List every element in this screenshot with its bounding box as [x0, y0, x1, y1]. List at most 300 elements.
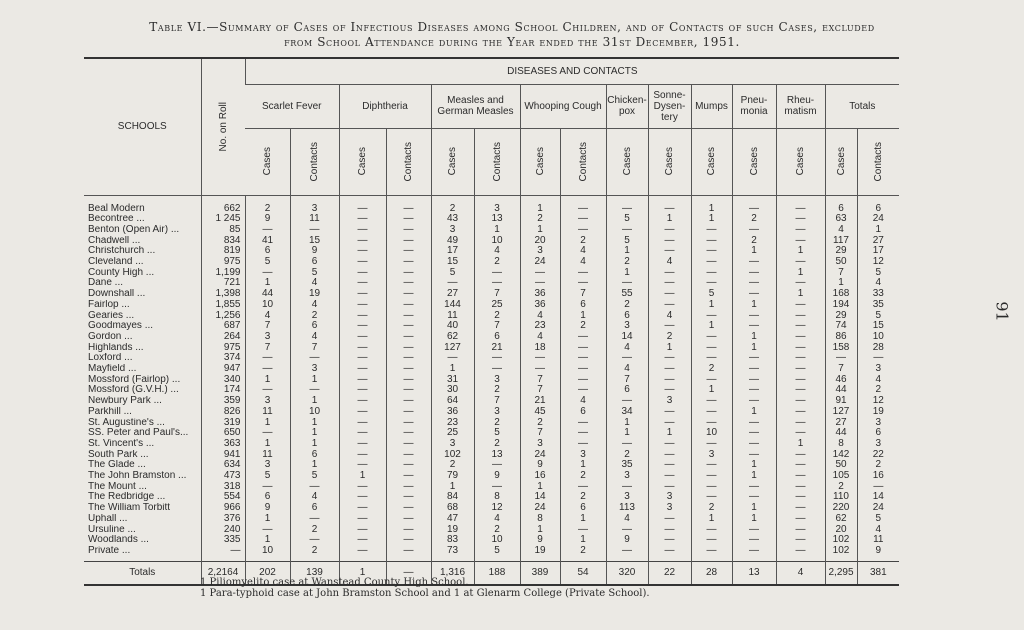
table-cell: — [691, 492, 732, 503]
table-cell: — [290, 353, 339, 364]
table-cell: 1 [245, 535, 290, 546]
table-cell: — [290, 385, 339, 396]
table-cell: — [339, 407, 386, 418]
table-cell: — [648, 385, 691, 396]
table-cell: 1 [290, 428, 339, 439]
table-cell: — [339, 535, 386, 546]
table-cell: 6 [825, 195, 857, 214]
table-cell: 45 [520, 407, 560, 418]
table-cell: — [732, 375, 776, 386]
table-cell: — [560, 268, 606, 279]
table-cell: 5 [606, 214, 648, 225]
table-cell: 34 [606, 407, 648, 418]
table-cell: — [732, 439, 776, 450]
table-cell: 9 [245, 214, 290, 225]
table-cell: 127 [825, 407, 857, 418]
table-cell: 10 [857, 332, 899, 343]
table-cell: — [560, 428, 606, 439]
table-cell: 6 [290, 321, 339, 332]
table-cell: — [648, 289, 691, 300]
table-cell: 2 [857, 460, 899, 471]
table-cell: 1 [776, 289, 825, 300]
school-name: SS. Peter and Paul's... [88, 428, 189, 439]
school-name: Downshall ... [88, 289, 146, 300]
table-cell: 9 [474, 471, 520, 482]
table-cell: — [857, 353, 899, 364]
table-cell: 5 [431, 268, 474, 279]
school-name: The Redbridge ... [88, 492, 166, 503]
page-number: 91 [992, 301, 1012, 322]
table-cell: 1 [732, 514, 776, 525]
total-cell: 389 [520, 561, 560, 585]
sonne-dysentery-header: Sonne-Dysen-tery [648, 84, 691, 128]
table-cell: — [691, 268, 732, 279]
table-row [84, 535, 899, 546]
table-cell: 36 [431, 407, 474, 418]
table-cell: 2 [474, 385, 520, 396]
table-cell: — [648, 300, 691, 311]
total-cell: 139 [290, 561, 339, 585]
diphtheria-header: Diphtheria [339, 84, 431, 128]
table-cell: 7 [825, 268, 857, 279]
table-cell: — [732, 535, 776, 546]
table-cell: 47 [431, 514, 474, 525]
table-cell: — [732, 492, 776, 503]
totals-header: Totals [825, 84, 899, 128]
table-cell: — [648, 268, 691, 279]
table-cell: — [732, 385, 776, 396]
cases-subheader: Cases [606, 128, 648, 195]
table-cell: 11 [431, 311, 474, 322]
table-cell: — [245, 385, 290, 396]
table-cell: 24 [520, 503, 560, 514]
table-cell: 4 [857, 525, 899, 536]
table-cell: 102 [825, 535, 857, 546]
table-cell: — [474, 482, 520, 493]
total-cell: 188 [474, 561, 520, 585]
table-cell: 2 [857, 385, 899, 396]
table-cell: 1 [776, 439, 825, 450]
table-cell: — [474, 268, 520, 279]
table-cell: 1 [290, 439, 339, 450]
school-name: Christchurch ... [88, 246, 156, 257]
table-cell: — [386, 343, 431, 354]
cases-subheader: Cases [431, 128, 474, 195]
table-cell: 142 [825, 450, 857, 461]
table-cell: 4 [560, 257, 606, 268]
table-cell: 6 [560, 503, 606, 514]
school-name: Parkhill ... [88, 406, 132, 417]
table-cell: — [386, 535, 431, 546]
roll-count: 819 [201, 246, 245, 257]
table-cell: — [290, 482, 339, 493]
table-cell: 7 [290, 343, 339, 354]
table-cell: 1 [732, 503, 776, 514]
table-cell: 9 [245, 503, 290, 514]
school-name: Cleveland ... [88, 257, 144, 268]
table-cell: 127 [431, 343, 474, 354]
school-name: Chadwell ... [88, 235, 141, 246]
roll-count: 264 [201, 332, 245, 343]
table-cell: 18 [520, 343, 560, 354]
table-cell: — [648, 236, 691, 247]
table-cell: 91 [825, 396, 857, 407]
school-name: Goodmayes ... [88, 321, 154, 332]
table-cell: — [732, 418, 776, 429]
table-cell: 12 [474, 503, 520, 514]
table-cell: — [339, 546, 386, 561]
total-cell: — [386, 561, 431, 585]
school-name: Woodlands ... [88, 535, 149, 546]
table-cell: 16 [857, 471, 899, 482]
table-cell: — [560, 482, 606, 493]
table-cell: 2 [732, 214, 776, 225]
table-cell: — [339, 289, 386, 300]
table-cell: 1 [520, 525, 560, 536]
table-cell: 12 [857, 396, 899, 407]
table-cell: 220 [825, 503, 857, 514]
table-cell: 9 [857, 546, 899, 561]
table-cell: — [339, 492, 386, 503]
table-cell: 1 [691, 514, 732, 525]
table-cell: 4 [606, 514, 648, 525]
table-cell: — [732, 364, 776, 375]
total-cell: 1 [339, 561, 386, 585]
roll-count: 634 [201, 460, 245, 471]
table-cell: 7 [474, 321, 520, 332]
table-cell: — [732, 257, 776, 268]
table-cell: 24 [520, 257, 560, 268]
table-cell: 6 [245, 246, 290, 257]
table-cell: 1 [732, 460, 776, 471]
roll-count: 1,256 [201, 311, 245, 322]
table-cell: — [386, 418, 431, 429]
table-cell: 1 [732, 407, 776, 418]
table-cell: 1 [290, 396, 339, 407]
table-cell: 3 [606, 321, 648, 332]
school-name: Newbury Park ... [88, 396, 162, 407]
table-cell: — [776, 407, 825, 418]
table-cell: 2 [245, 195, 290, 214]
table-title-line-1: Table VI.—Summary of Cases of Infectious Diseases among School Children, and of Contacts of such Cases, excluded [149, 20, 875, 34]
table-cell: 3 [245, 460, 290, 471]
table-cell: 9 [290, 246, 339, 257]
table-cell: 1 [290, 375, 339, 386]
table-cell: — [339, 268, 386, 279]
table-cell: 5 [474, 546, 520, 561]
school-name: Mayfield ... [88, 364, 137, 375]
table-cell: 33 [857, 289, 899, 300]
table-cell: — [520, 364, 560, 375]
table-cell: — [290, 514, 339, 525]
table-cell: 1 [431, 364, 474, 375]
table-cell: 1 [245, 439, 290, 450]
roll-count: 374 [201, 353, 245, 364]
table-cell: 10 [474, 535, 520, 546]
table-cell: 3 [691, 450, 732, 461]
table-cell: 10 [691, 428, 732, 439]
table-cell: 36 [520, 289, 560, 300]
table-cell: 8 [474, 492, 520, 503]
table-cell: — [776, 332, 825, 343]
table-cell: — [691, 460, 732, 471]
table-cell: — [560, 332, 606, 343]
table-row [84, 482, 899, 493]
table-cell: — [691, 353, 732, 364]
table-cell: 9 [606, 535, 648, 546]
table-cell: 11 [245, 450, 290, 461]
table-cell: 1 [606, 246, 648, 257]
table-cell: — [474, 460, 520, 471]
table-cell: 1 [732, 246, 776, 257]
table-cell: — [606, 396, 648, 407]
cases-subheader: Cases [825, 128, 857, 195]
table-cell: — [648, 364, 691, 375]
table-cell: 158 [825, 343, 857, 354]
school-name: Gearies ... [88, 310, 135, 321]
table-cell: 25 [431, 428, 474, 439]
table-cell: 2 [560, 546, 606, 561]
table-row [84, 428, 899, 439]
table-cell: 5 [474, 428, 520, 439]
table-cell: 4 [290, 492, 339, 503]
table-cell: 49 [431, 236, 474, 247]
table-cell: — [776, 396, 825, 407]
school-name: The William Torbitt [88, 503, 171, 514]
table-cell: 7 [474, 289, 520, 300]
table-cell: — [691, 278, 732, 289]
table-cell: 6 [606, 385, 648, 396]
measles-header: Measles and German Measles [431, 84, 520, 128]
table-cell: 29 [825, 246, 857, 257]
table-cell: 43 [431, 214, 474, 225]
table-cell: 9 [520, 460, 560, 471]
school-name: Benton (Open Air) ... [88, 224, 180, 235]
table-cell: — [606, 482, 648, 493]
table-cell: 7 [245, 321, 290, 332]
table-cell: 1 [691, 300, 732, 311]
schools-header: SCHOOLS [84, 58, 201, 195]
table-cell: 4 [857, 278, 899, 289]
table-cell: 3 [857, 418, 899, 429]
table-cell: — [776, 236, 825, 247]
table-cell: — [386, 268, 431, 279]
table-cell: 1 [431, 482, 474, 493]
total-cell: 28 [691, 561, 732, 585]
table-cell: 73 [431, 546, 474, 561]
table-row [84, 375, 899, 386]
table-cell: 2 [648, 332, 691, 343]
whooping-cough-header: Whooping Cough [520, 84, 606, 128]
table-cell: — [648, 514, 691, 525]
table-cell: 1 [606, 418, 648, 429]
totals-label: Totals [84, 561, 201, 585]
roll-count: 319 [201, 418, 245, 429]
table-cell: 1 [520, 482, 560, 493]
table-cell: 102 [431, 450, 474, 461]
table-cell: — [732, 482, 776, 493]
table-cell: 7 [560, 289, 606, 300]
roll-count: 85 [201, 225, 245, 236]
table-cell: 79 [431, 471, 474, 482]
table-cell: 13 [474, 450, 520, 461]
table-cell: 4 [648, 257, 691, 268]
table-cell: 27 [431, 289, 474, 300]
total-cell: 13 [732, 561, 776, 585]
total-cell: 22 [648, 561, 691, 585]
table-cell: — [290, 535, 339, 546]
table-cell: 1 [648, 428, 691, 439]
school-name: Gordon ... [88, 331, 133, 342]
table-cell: 6 [245, 492, 290, 503]
table-cell: 44 [825, 428, 857, 439]
table-cell: — [386, 375, 431, 386]
table-cell: — [691, 535, 732, 546]
table-cell: — [386, 407, 431, 418]
table-cell: 7 [520, 428, 560, 439]
table-cell: — [339, 225, 386, 236]
table-cell: — [776, 321, 825, 332]
table-cell: 105 [825, 471, 857, 482]
table-cell: — [691, 375, 732, 386]
table-cell: — [339, 396, 386, 407]
table-cell: 29 [825, 311, 857, 322]
school-name: Mossford (Fairlop) ... [88, 374, 181, 385]
table-row [84, 225, 899, 236]
table-cell: — [339, 300, 386, 311]
table-cell: — [339, 385, 386, 396]
table-cell: — [431, 353, 474, 364]
school-name: Becontree ... [88, 214, 145, 225]
table-cell: 168 [825, 289, 857, 300]
table-cell: — [606, 546, 648, 561]
school-name: South Park ... [88, 449, 149, 460]
table-cell: — [776, 257, 825, 268]
table-cell: — [339, 503, 386, 514]
table-cell: — [339, 364, 386, 375]
table-cell: 3 [245, 332, 290, 343]
table-cell: — [339, 246, 386, 257]
roll-count: 1,199 [201, 268, 245, 279]
table-cell: 2 [560, 236, 606, 247]
roll-count: 376 [201, 514, 245, 525]
table-cell: — [776, 364, 825, 375]
table-row [84, 396, 899, 407]
table-cell: — [386, 353, 431, 364]
table-cell: 62 [825, 514, 857, 525]
table-cell: 5 [857, 311, 899, 322]
table-cell: — [776, 503, 825, 514]
table-cell: — [606, 225, 648, 236]
table-cell: 5 [857, 514, 899, 525]
roll-count: 687 [201, 321, 245, 332]
table-cell: 27 [825, 418, 857, 429]
table-cell: — [386, 471, 431, 482]
table-cell: — [560, 525, 606, 536]
table-cell: — [245, 525, 290, 536]
table-cell: 6 [290, 450, 339, 461]
contacts-subheader: Contacts [857, 128, 899, 195]
table-cell: — [648, 439, 691, 450]
table-cell: — [339, 311, 386, 322]
table-cell: — [339, 278, 386, 289]
table-cell: 4 [560, 396, 606, 407]
school-name: The John Bramston ... [88, 471, 187, 482]
table-cell: 3 [290, 195, 339, 214]
table-cell: — [776, 514, 825, 525]
table-cell: 19 [431, 525, 474, 536]
table-cell: 2 [290, 546, 339, 561]
table-cell: — [520, 278, 560, 289]
table-cell: 7 [520, 375, 560, 386]
table-cell: — [776, 353, 825, 364]
table-cell: — [732, 396, 776, 407]
roll-header: No. on Roll [201, 58, 245, 195]
table-cell: 6 [857, 428, 899, 439]
table-cell: 15 [857, 321, 899, 332]
table-cell: — [386, 246, 431, 257]
table-cell: 102 [825, 546, 857, 561]
table-cell: 74 [825, 321, 857, 332]
table-cell: 7 [245, 343, 290, 354]
table-cell: — [691, 407, 732, 418]
roll-count: 650 [201, 428, 245, 439]
table-cell: — [386, 364, 431, 375]
table-row [84, 278, 899, 289]
table-cell: 10 [290, 407, 339, 418]
table-cell: 4 [825, 225, 857, 236]
table-cell: 19 [290, 289, 339, 300]
table-row [84, 300, 899, 311]
roll-count: 335 [201, 535, 245, 546]
table-cell: — [245, 353, 290, 364]
table-cell: 2 [290, 525, 339, 536]
table-cell: — [776, 311, 825, 322]
table-cell: — [648, 525, 691, 536]
table-cell: 4 [606, 343, 648, 354]
school-name: Ursuline ... [88, 524, 136, 535]
table-cell: 144 [431, 300, 474, 311]
table-cell: 2 [560, 471, 606, 482]
roll-count: 1,855 [201, 300, 245, 311]
table-cell: — [776, 195, 825, 214]
table-cell: 83 [431, 535, 474, 546]
table-row [84, 311, 899, 322]
table-cell: 1 [290, 460, 339, 471]
table-cell: — [691, 396, 732, 407]
table-cell: 25 [474, 300, 520, 311]
table-cell: 1 [245, 375, 290, 386]
table-cell: 6 [606, 311, 648, 322]
table-cell: 6 [857, 195, 899, 214]
table-cell: 4 [606, 364, 648, 375]
roll-count: 363 [201, 439, 245, 450]
table-cell: 110 [825, 492, 857, 503]
table-cell: 2 [606, 300, 648, 311]
table-cell: — [339, 418, 386, 429]
table-cell: — [606, 353, 648, 364]
table-cell: 1 [825, 278, 857, 289]
table-cell: 3 [857, 439, 899, 450]
table-cell: 1 [691, 385, 732, 396]
table-cell: 2 [732, 236, 776, 247]
table-cell: — [648, 460, 691, 471]
table-cell: — [386, 439, 431, 450]
table-cell: — [732, 525, 776, 536]
table-cell: 1 [776, 246, 825, 257]
table-cell: 55 [606, 289, 648, 300]
scarlet-fever-header: Scarlet Fever [245, 84, 339, 128]
